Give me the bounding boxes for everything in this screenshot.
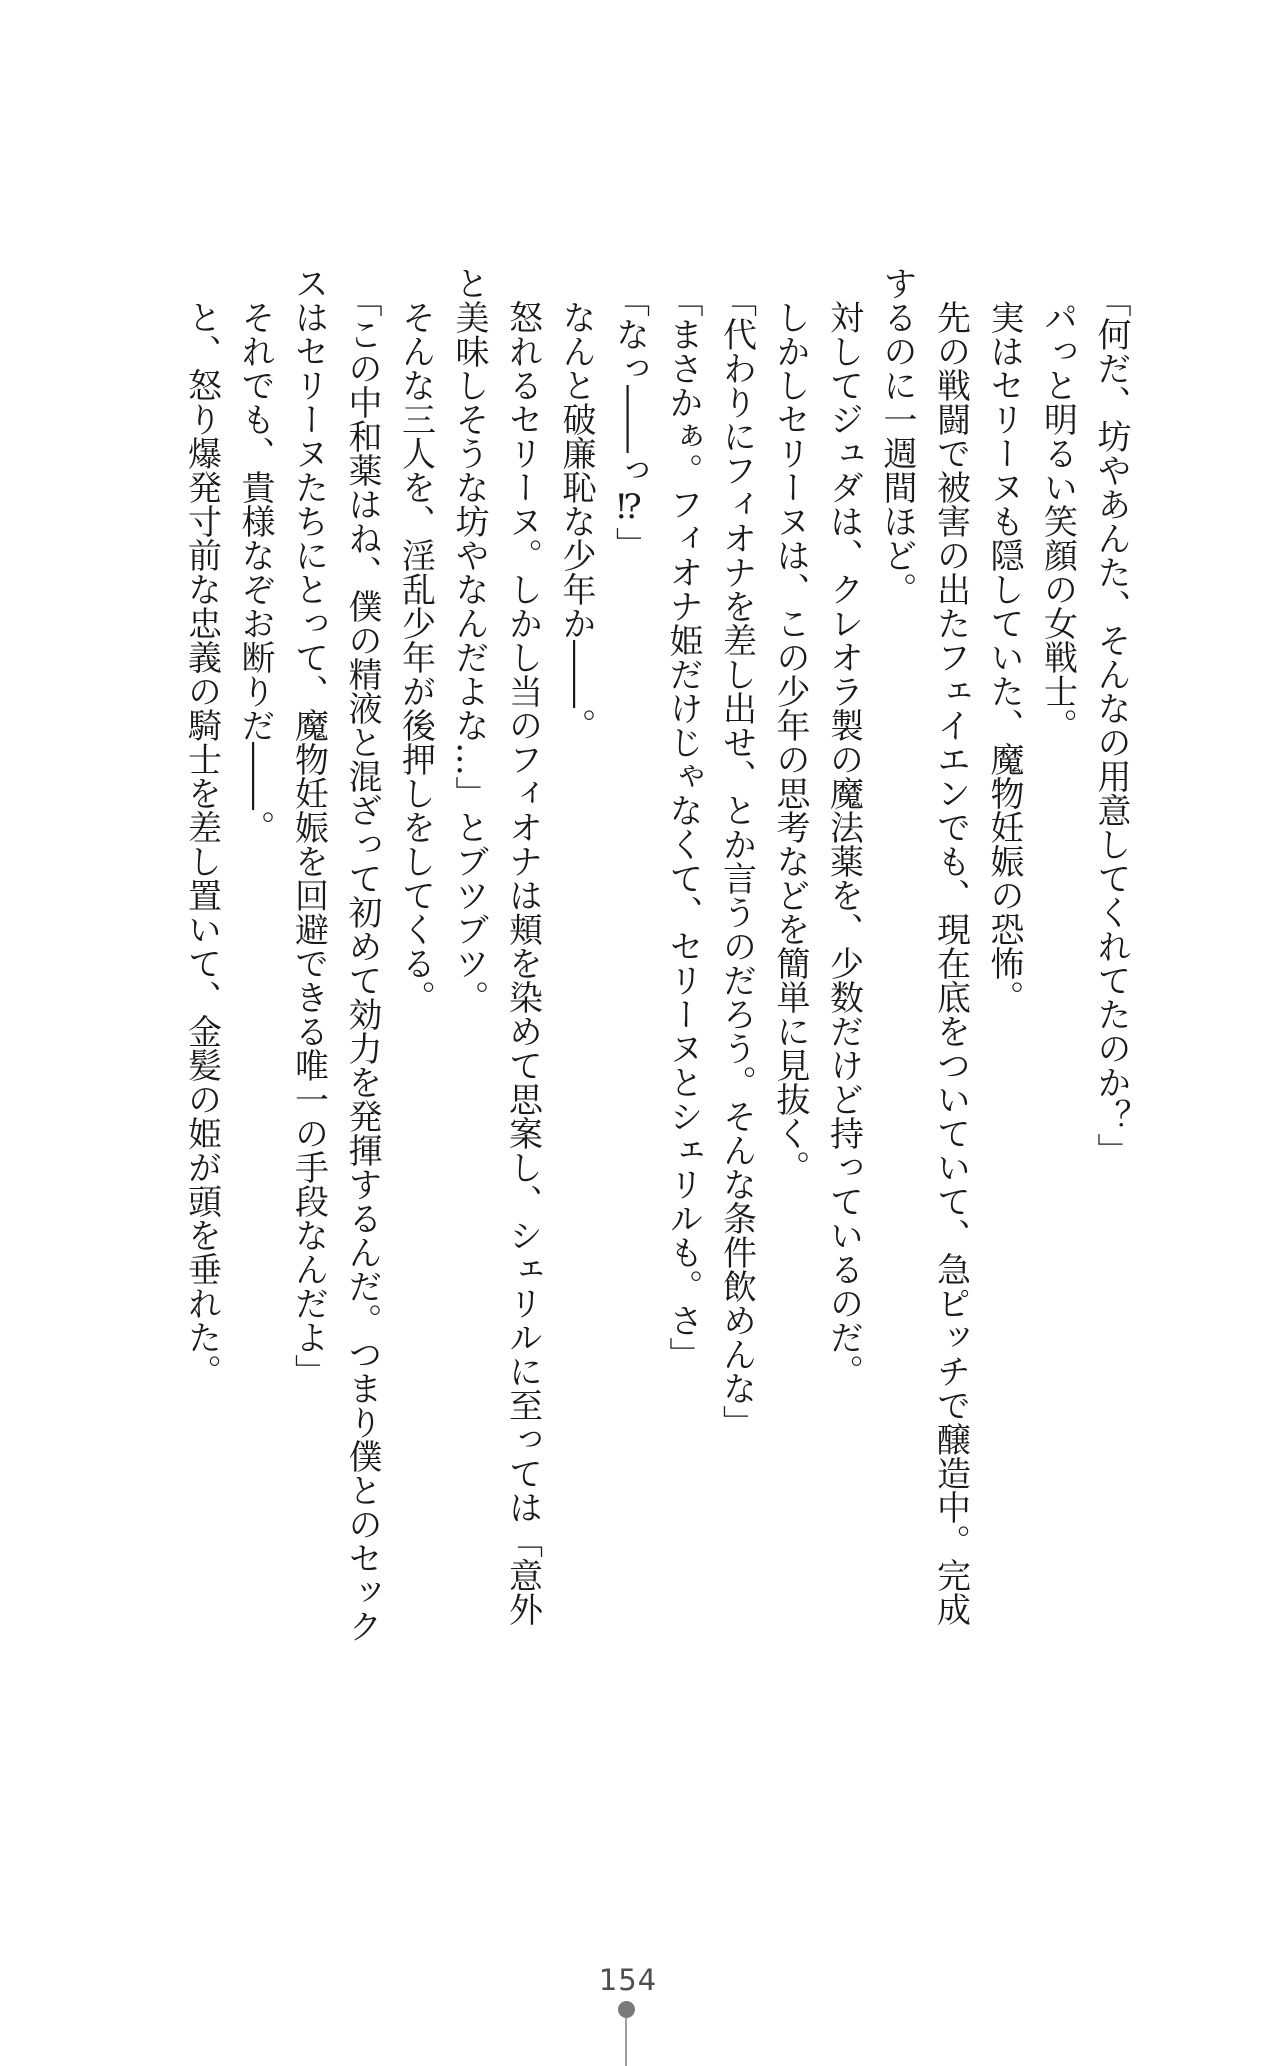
text-line: 「何だ、坊やあんた、そんなの用意してくれてたのか？」 — [1091, 283, 1131, 1167]
text-line: 怒れるセリーヌ。しかし当のフィオナは頬を染めて思案し、シェリルに至っては「意外 — [502, 300, 543, 1626]
text-line: そんな三人を、淫乱少年が後押しをしてくる。 — [395, 300, 436, 1014]
footer-ornament-dot — [618, 2001, 635, 2018]
text-line: と美味しそうな坊やなんだよな…」とブツブツ。 — [449, 266, 489, 1014]
text-line: なんと破廉恥な少年か――。 — [556, 300, 596, 742]
text-line: スはセリーヌたちにとって、魔物妊娠を回避できる唯一の手段なんだよ」 — [288, 266, 329, 1388]
page-number: 154 — [598, 1963, 658, 1997]
text-line: パっと明るい笑顔の女戦士。 — [1037, 300, 1078, 742]
text-line: 先の戦闘で被害の出たフェイエンでも、現在底をついていて、急ピッチで醸造中。完成 — [930, 300, 971, 1626]
text-line: 「まさかぁ。フィオナ姫だけじゃなくて、セリーヌとシェリルも。さ」 — [663, 283, 703, 1371]
text-line: それでも、貴様なぞお断りだ――。 — [235, 300, 275, 844]
text-line: 「代わりにフィオナを差し出せ、とか言うのだろう。そんな条件飲めんな」 — [716, 283, 757, 1439]
text-line: 対してジュダは、クレオラ製の魔法薬を、少数だけど持っているのだ。 — [823, 300, 864, 1388]
text-line: するのに一週間ほど。 — [877, 266, 917, 606]
text-line: と、怒り爆発寸前な忠義の騎士を差し置いて、金髪の姫が頭を垂れた。 — [181, 300, 222, 1388]
text-line: 「この中和薬はね、僕の精液と混ざって初めて効力を発揮するんだ。つまり僕とのセック — [342, 283, 382, 1643]
text-line: しかしセリーヌは、この少年の思考などを簡単に見抜く。 — [770, 300, 810, 1184]
text-line: 「なっ――っ⁉」 — [609, 283, 650, 561]
text-line: 実はセリーヌも隠していた、魔物妊娠の恐怖。 — [984, 300, 1024, 1014]
